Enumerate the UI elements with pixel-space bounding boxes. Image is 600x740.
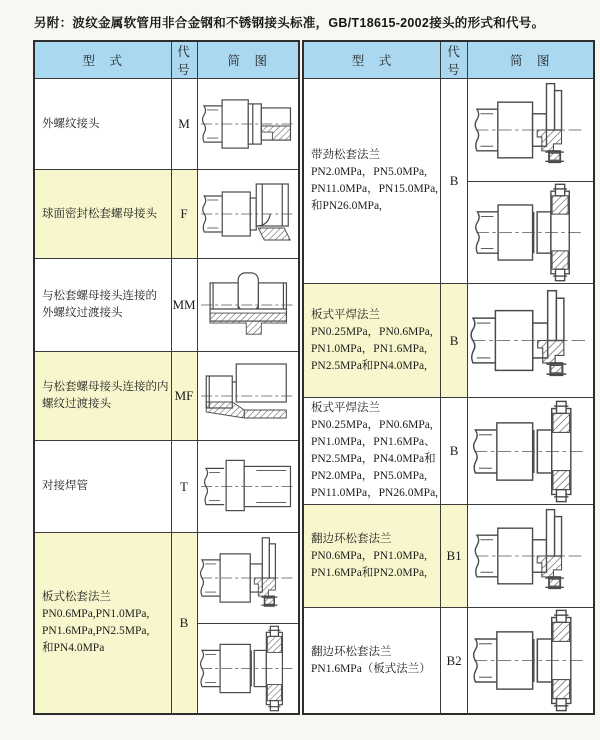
fitting-code-cell: MF <box>171 352 197 441</box>
fitting-type-text: 螺纹过渡接头 <box>42 398 111 410</box>
fitting-type-text: 和PN4.0MPa <box>42 642 105 654</box>
fitting-type-text: PN0.6MPa,PN1.0MPa, <box>42 608 150 620</box>
fitting-type-text: 翻边环松套法兰 <box>311 532 392 545</box>
diagram-cell <box>468 608 594 715</box>
fitting-type-cell <box>34 533 171 715</box>
diagram-cell <box>468 505 594 608</box>
fitting-type-text: PN1.6MPa（板式法兰） <box>311 662 431 675</box>
male-thread-fitting-diagram <box>198 79 299 169</box>
fitting-type-text: 板式平焊法兰 <box>311 308 380 321</box>
table-row <box>303 79 594 284</box>
fitting-type-cell <box>34 441 171 533</box>
fitting-type-text: 板式平焊法兰 <box>311 402 380 414</box>
fitting-type-text: 与松套螺母接头连接的 <box>42 290 157 302</box>
fitting-type-text: PN0.25MPa，PN0.6MPa, <box>311 419 433 431</box>
fitting-type-cell <box>303 284 441 398</box>
left-column-header-type: 型 式 <box>34 41 171 79</box>
fitting-type-text: PN11.0MPa，PN26.0MPa, <box>311 487 439 499</box>
fitting-type-cell <box>34 259 171 352</box>
table-row <box>34 352 299 441</box>
diagram-cell <box>468 79 594 284</box>
fitting-type-text: 板式松套法兰 <box>42 591 111 603</box>
fitting-type-text: 球面密封松套螺母接头 <box>42 207 157 220</box>
plate-flange-front-diagram <box>468 79 593 181</box>
fitting-code-cell: T <box>171 441 197 533</box>
fitting-type-text: PN2.5MPa和PN4.0MPa, <box>311 359 427 372</box>
fitting-type-cell <box>303 608 441 715</box>
fitting-type-text: PN0.6MPa，PN1.0MPa, <box>311 549 427 562</box>
table-row <box>303 505 594 608</box>
female-transition-fitting-diagram <box>198 352 299 440</box>
plate-flange-front-diagram <box>468 284 593 397</box>
table-row <box>34 441 299 533</box>
fitting-type-text: PN1.6MPa和PN2.0MPa, <box>311 566 427 579</box>
fitting-code-cell: B2 <box>441 608 468 715</box>
fitting-type-text: PN1.0MPa，PN1.6MPa, <box>311 342 427 355</box>
diagram-cell <box>197 533 299 715</box>
right-column-header-diagram: 简 图 <box>468 41 594 79</box>
fitting-type-text: 对接焊管 <box>42 480 88 492</box>
table-row <box>34 170 299 259</box>
fitting-type-cell <box>34 79 171 170</box>
fitting-type-text: 外螺纹过渡接头 <box>42 307 123 319</box>
fitting-type-text: 外螺纹接头 <box>42 117 100 130</box>
fitting-code-cell: MM <box>171 259 197 352</box>
diagram-cell <box>468 284 594 398</box>
fitting-code-cell: B <box>441 79 468 284</box>
left-column-header-code: 代号 <box>171 41 197 79</box>
diagram-cell <box>197 79 299 170</box>
plate-flange-section-diagram <box>468 399 593 504</box>
fitting-code-cell: B1 <box>441 505 468 608</box>
fitting-type-cell <box>303 79 441 284</box>
double-male-nipple-diagram <box>198 259 299 351</box>
right-column-header-code: 代号 <box>441 41 468 79</box>
table-row <box>34 79 299 170</box>
plate-flange-front-diagram <box>468 505 593 607</box>
fitting-type-cell <box>34 170 171 259</box>
diagram-cell <box>197 170 299 259</box>
diagram-cell <box>197 352 299 441</box>
table-row <box>303 284 594 398</box>
diagram-cell <box>197 441 299 533</box>
fitting-code-cell: M <box>171 79 197 170</box>
fitting-code-cell: B <box>171 533 197 715</box>
fittings-tables <box>33 40 595 715</box>
fitting-code-cell: B <box>441 398 468 505</box>
fitting-type-text: PN2.0MPa，PN5.0MPa, <box>311 166 427 178</box>
fitting-type-text: PN1.0MPa，PN1.6MPa、 <box>311 436 436 448</box>
fitting-type-text: PN2.5MPa，PN4.0MPa和 <box>311 453 436 465</box>
loose-nut-fitting-diagram <box>198 170 299 258</box>
diagram-cell <box>197 259 299 352</box>
fitting-type-text: 翻边环松套法兰 <box>311 645 392 658</box>
fitting-type-text: PN2.0MPa，PN5.0MPa, <box>311 470 427 482</box>
plate-flange-section-diagram <box>468 608 593 713</box>
plate-flange-front-diagram <box>198 533 299 623</box>
page-title: 另附：波纹金属软管用非合金钢和不锈钢接头标准，GB/T18615-2002接头的形式和代号。 <box>34 16 545 30</box>
left-column-header-diagram: 简 图 <box>197 41 299 79</box>
table-row <box>34 259 299 352</box>
fitting-type-text: 和PN26.0MPa, <box>311 200 382 212</box>
left-header-row <box>34 41 299 79</box>
left-table <box>33 40 300 715</box>
table-row <box>34 533 299 715</box>
fitting-type-cell <box>34 352 171 441</box>
plate-flange-section-diagram <box>468 181 593 283</box>
fitting-type-cell <box>303 398 441 505</box>
fitting-type-text: PN11.0MPa，PN15.0MPa, <box>311 183 439 195</box>
table-row <box>303 608 594 715</box>
fitting-type-text: 与松套螺母接头连接的内 <box>42 381 169 393</box>
right-column-header-type: 型 式 <box>303 41 441 79</box>
fitting-code-cell: F <box>171 170 197 259</box>
butt-weld-pipe-diagram <box>198 441 299 532</box>
fitting-code-cell: B <box>441 284 468 398</box>
fitting-type-text: PN0.25MPa，PN0.6MPa, <box>311 325 433 338</box>
right-table <box>302 40 595 715</box>
fitting-type-text: 带劲松套法兰 <box>311 149 380 161</box>
right-header-row <box>303 41 594 79</box>
diagram-cell <box>468 398 594 505</box>
plate-flange-section-diagram <box>198 623 299 713</box>
table-row <box>303 398 594 505</box>
fitting-type-cell <box>303 505 441 608</box>
fitting-type-text: PN1.6MPa,PN2.5MPa, <box>42 625 150 637</box>
